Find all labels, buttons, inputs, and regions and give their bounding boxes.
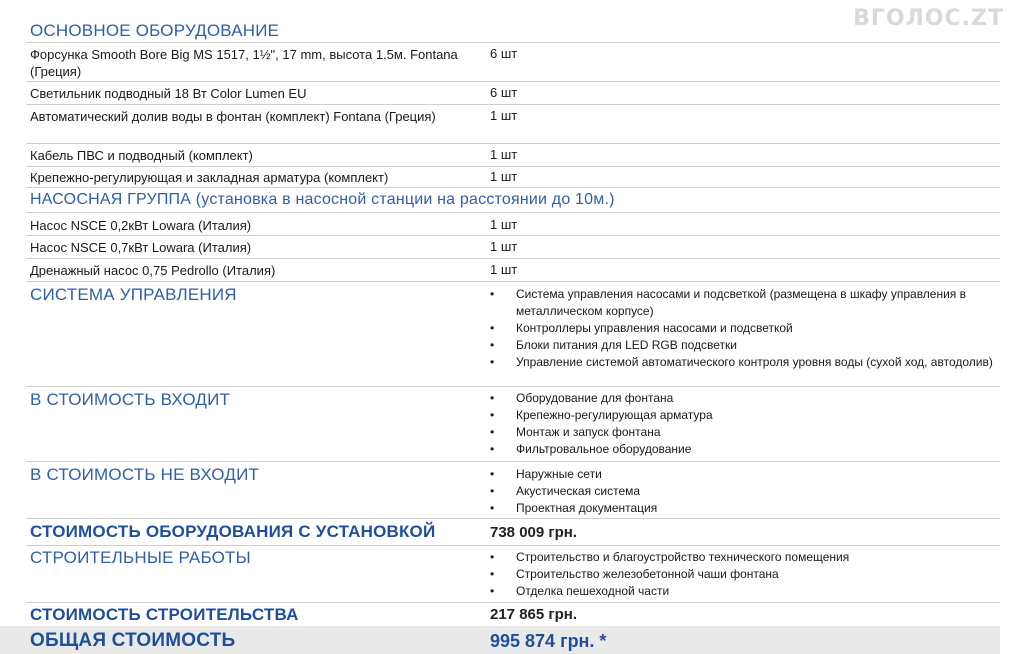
construction-cost-row	[26, 603, 1000, 627]
list-item: • Монтаж и запуск фонтана	[490, 424, 1010, 441]
bullet-list	[490, 549, 1010, 600]
section-heading-excluded: В СТОИМОСТЬ НЕ ВХОДИТ	[30, 465, 260, 484]
table-row	[26, 144, 1000, 167]
construction-cost-value: 217 865 грн.	[490, 606, 578, 623]
bullet-list	[490, 390, 1010, 458]
table-row	[26, 105, 1000, 144]
equipment-cost-label: СТОИМОСТЬ ОБОРУДОВАНИЯ С УСТАНОВКОЙ	[30, 522, 436, 541]
list-item: • Акустическая система	[490, 483, 1010, 500]
item-name: Дренажный насос 0,75 Pedrollo (Италия)	[30, 263, 276, 278]
construction-cost-label: СТОИМОСТЬ СТРОИТЕЛЬСТВА	[30, 605, 299, 624]
equipment-cost-value: 738 009 грн.	[490, 524, 578, 541]
item-name: Автоматический долив воды в фонтан (комплект) Fontana (Греция)	[30, 109, 436, 124]
item-name: Крепежно-регулирующая и закладная арматура (комплект)	[30, 170, 389, 185]
bullet-list	[490, 286, 1010, 371]
item-qty: 1 шт	[490, 169, 518, 184]
list-item: • Проектная документация	[490, 500, 1010, 517]
bullet-list	[490, 466, 1010, 517]
section-heading-control: СИСТЕМА УПРАВЛЕНИЯ	[30, 285, 237, 304]
section-heading-main: ОСНОВНОЕ ОБОРУДОВАНИЕ	[30, 21, 280, 40]
item-name: Форсунка Smooth Bore Big MS 1517, 1½", 17 mm, высота 1.5м. Fontana (Греция)	[30, 47, 458, 79]
list-item: • Управление системой автоматического контроля уровня воды (сухой ход, автодолив)	[490, 354, 1010, 371]
total-cost-row	[26, 628, 1000, 654]
section-pump	[26, 188, 1000, 213]
list-item: • Наружные сети	[490, 466, 1010, 483]
table-row	[26, 43, 1000, 82]
watermark-logo: ВГОЛОС.ZT	[853, 6, 1004, 31]
section-heading-pump: НАСОСНАЯ ГРУППА (установка в насосной станции на расстоянии до 10м.)	[30, 191, 615, 208]
table-row	[26, 213, 1000, 236]
item-qty: 1 шт	[490, 147, 518, 162]
section-heading-construction: СТРОИТЕЛЬНЫЕ РАБОТЫ	[30, 548, 251, 567]
item-qty: 1 шт	[490, 217, 518, 232]
item-name: Насос NSCE 0,2кВт Lowara (Италия)	[30, 218, 252, 233]
equipment-cost-row	[26, 519, 1000, 546]
section-heading-included: В СТОИМОСТЬ ВХОДИТ	[30, 390, 231, 409]
list-item: • Система управления насосами и подсветкой (размещена в шкафу управления в металлическом корпусе)	[490, 286, 1010, 320]
item-qty: 6 шт	[490, 46, 518, 61]
item-qty: 1 шт	[490, 108, 518, 123]
item-qty: 1 шт	[490, 239, 518, 254]
section-construction	[26, 546, 1000, 603]
list-item: • Контроллеры управления насосами и подсветкой	[490, 320, 1010, 337]
list-item: • Крепежно-регулирующая арматура	[490, 407, 1010, 424]
item-name: Светильник подводный 18 Вт Color Lumen EU	[30, 86, 307, 101]
table-row	[26, 167, 1000, 188]
table-row	[26, 259, 1000, 282]
total-cost-value: 995 874 грн. *	[490, 631, 607, 651]
list-item: • Строительство и благоустройство технического помещения	[490, 549, 1010, 566]
list-item: • Оборудование для фонтана	[490, 390, 1010, 407]
section-included	[26, 387, 1000, 462]
total-cost-label: ОБЩАЯ СТОИМОСТЬ	[30, 630, 236, 651]
section-control	[26, 282, 1000, 387]
item-qty: 6 шт	[490, 85, 518, 100]
list-item: • Отделка пешеходной части	[490, 583, 1010, 600]
list-item: • Фильтровальное оборудование	[490, 441, 1010, 458]
item-qty: 1 шт	[490, 262, 518, 277]
item-name: Насос NSCE 0,7кВт Lowara (Италия)	[30, 240, 252, 255]
list-item: • Строительство железобетонной чаши фонтана	[490, 566, 1010, 583]
table-row	[26, 82, 1000, 105]
table-row	[26, 236, 1000, 259]
section-main	[26, 18, 1000, 43]
item-name: Кабель ПВС и подводный (комплект)	[30, 148, 253, 163]
section-excluded	[26, 462, 1000, 519]
list-item: • Блоки питания для LED RGB подсветки	[490, 337, 1010, 354]
